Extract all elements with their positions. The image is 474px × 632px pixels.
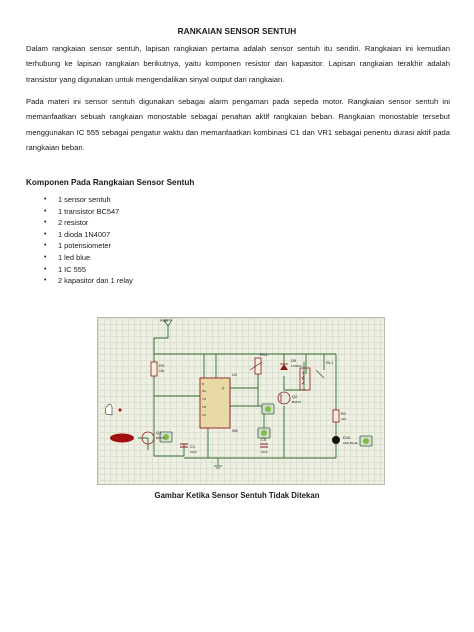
ic-pin-label: TR [202,405,206,409]
d10-label: D10 [343,435,351,440]
list-item-text: 1 sensor sentuh [58,195,111,204]
relay-switch-icon [316,370,324,378]
paragraph-intro: Dalam rangkaian sensor sentuh, lapisan rangkaian pertama adalah sensor sentuh itu sendiri. Rangkaian ini kemudian terhubung ke lapisan rangkaian berikutnya, yaitu komponen resistor dan kapasitor. Lapisan rangkaian terakhir adalah transistor yang digunakan untuk mengendalikan sinyal output dari rangkaian. [26,44,450,84]
bullet-icon: • [44,253,47,261]
list-item-text: 2 kapasitor dan 1 relay [58,276,133,286]
q1-label: Q1 [156,430,162,435]
transistor-q2 [278,392,290,404]
power-label: PWR [160,319,168,323]
ic-pin-label: DC [202,389,207,393]
list-item [44,275,133,287]
section-title-components: Komponen Pada Rangkaian Sensor Sentuh [26,178,195,187]
d5-value: 1N4007 [291,364,302,368]
rl1-label: RL1 [326,360,334,365]
meter-c5-dot [261,430,267,436]
ground-icon [214,458,222,468]
r1-label: R1 [341,411,347,416]
r3-label: R3 [159,363,165,368]
list-item [44,217,133,229]
circuit-schematic-figure [97,317,385,485]
bullet-icon: • [44,230,47,238]
list-item-text: 1 potensiometer [58,241,111,251]
list-item [44,194,133,206]
circuit-schematic [98,318,384,484]
bullet-icon: • [44,196,47,203]
ic-pin-label: R [202,382,205,386]
ic-555 [200,378,230,428]
r1-value: 220 [341,417,347,421]
ic-pin-label: Q [222,386,225,390]
paragraph-application: Pada materi ini sensor sentuh digunakan sebagai alarm pengaman pada sepeda motor. Rangkaian sensor sentuh ini memanfaatkan sebuah rangkaian monostable sebagai penahan aktif rangkaian beban. Rangkaian monostable tersebut menggunakan IC 555 sebagai pengatur waktu dan memanfaatkan kombinasi C1 dan VR1 sebagai penentu durasi aktif pada rangkaian beban. [26,97,450,153]
list-item [44,240,133,252]
diode-d5-icon [280,364,288,370]
c1-label: C1 [190,444,196,449]
rv1-label: RV1 [260,352,268,357]
meter-led-dot [363,438,369,444]
bullet-icon: • [44,207,47,215]
led-blue-icon [332,436,340,444]
bullet-icon: • [44,265,47,273]
q1-value: BC547 [156,436,166,440]
resistor-r1 [333,410,339,422]
ic-label: U2 [232,372,238,377]
list-item [44,206,133,218]
c5-value: 10nF [261,450,268,454]
d5-label: D5 [291,358,297,363]
list-item [44,229,133,241]
meter-led [360,436,372,446]
ic-pin-label: CV [202,413,207,417]
finger-icon [105,404,112,415]
relay-rl1 [300,368,310,390]
list-item-text: 1 dioda 1N4007 [58,229,111,239]
q2-value: BC547 [292,400,302,404]
list-item [44,264,133,276]
list-item-text: 1 transistor BC547 [58,206,120,216]
bullet-icon: • [44,219,47,227]
r3-value: 10k [159,369,165,373]
q2-label: Q2 [292,394,298,399]
meter-q2-dot [265,406,271,412]
ic-pin-label: TH [202,397,206,401]
figure-caption: Gambar Ketika Sensor Sentuh Tidak Ditekan [154,491,320,500]
list-item-text: 1 IC 555 [58,264,86,274]
d10-value: LED-BLUE [343,441,358,445]
bullet-icon: • [44,277,47,285]
ic-value: 555 [232,429,238,433]
document-title: RANKAIAN SENSOR SENTUH [177,27,297,36]
c5-label: C5 [261,437,267,442]
touch-sensor-pad-icon [110,434,134,443]
bullet-icon: • [44,242,47,250]
probe-dot-icon [119,409,122,412]
meter-q2 [262,404,274,414]
list-item-text: 1 led blue [58,252,91,262]
components-list [44,194,133,287]
c1-value: 10uF [190,450,197,454]
list-item [44,252,133,264]
resistor-r3 [151,362,157,376]
list-item-text: 2 resistor [58,218,89,228]
